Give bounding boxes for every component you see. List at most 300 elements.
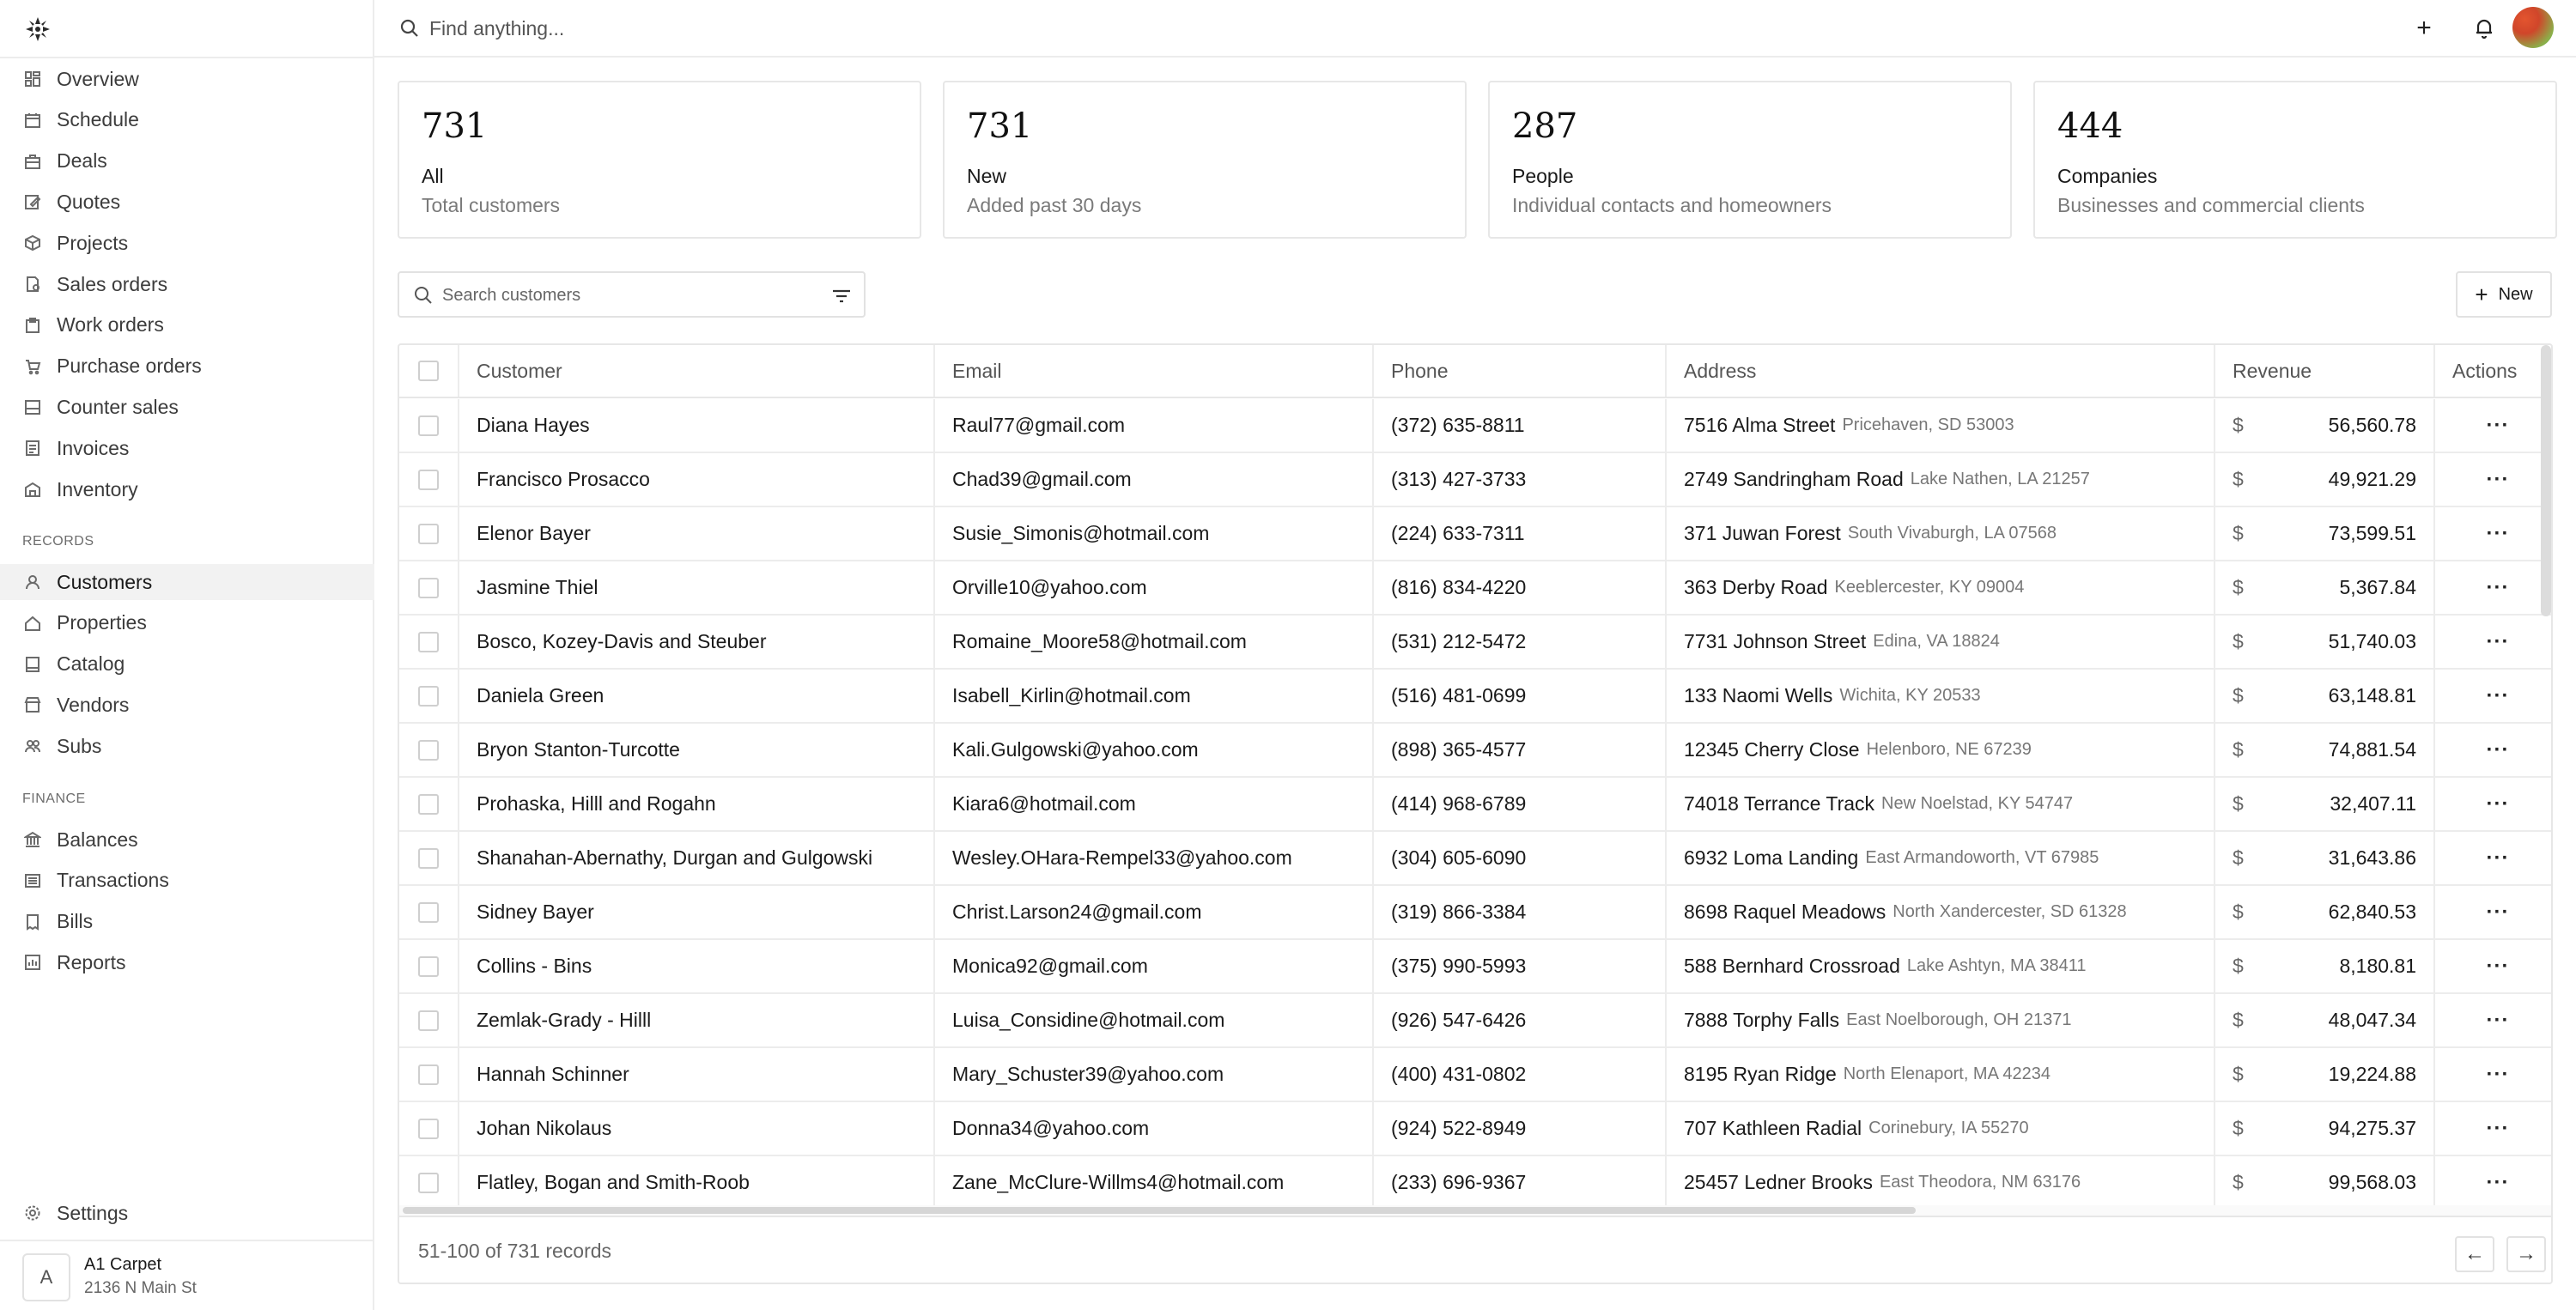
column-header-revenue[interactable]: Revenue <box>2215 345 2435 397</box>
customer-address <box>1667 561 2215 614</box>
sales-order-icon <box>24 276 41 293</box>
address-street: 707 Kathleen Radial <box>1684 1117 1862 1139</box>
stat-subtitle: Added past 30 days <box>967 194 1142 216</box>
sidebar-item-balances[interactable] <box>0 822 374 858</box>
sidebar-item-subs[interactable] <box>0 728 374 764</box>
address-city: East Noelborough, OH 21371 <box>1846 1010 2072 1029</box>
row-select-cell <box>399 1102 459 1155</box>
customer-email: Kiara6@hotmail.com <box>935 778 1374 830</box>
row-actions-cell <box>2435 1102 2543 1155</box>
currency-symbol: $ <box>2233 1171 2244 1193</box>
bill-icon <box>24 913 41 931</box>
create-icon[interactable]: + <box>2416 14 2432 42</box>
sidebar-item-reports[interactable] <box>0 944 374 980</box>
customer-email: Donna34@yahoo.com <box>935 1102 1374 1155</box>
customer-name[interactable]: Hannah Schinner <box>459 1048 935 1101</box>
customer-name[interactable]: Daniela Green <box>459 670 935 722</box>
row-checkbox[interactable] <box>418 794 439 815</box>
sidebar-item-customers[interactable] <box>0 564 374 600</box>
next-page-button[interactable] <box>2506 1236 2546 1272</box>
customer-address <box>1667 886 2215 938</box>
customer-phone: (924) 522-8949 <box>1374 1102 1667 1155</box>
users-icon <box>24 737 41 755</box>
address-street: 2749 Sandringham Road <box>1684 468 1904 490</box>
row-select-cell <box>399 453 459 506</box>
row-select-cell <box>399 832 459 884</box>
sidebar-item-label: Deals <box>57 149 107 173</box>
customer-revenue <box>2215 453 2435 506</box>
customer-phone: (313) 427-3733 <box>1374 453 1667 506</box>
account-switcher[interactable] <box>0 1240 374 1310</box>
address-street: 7731 Johnson Street <box>1684 630 1867 652</box>
row-actions-cell <box>2435 778 2543 830</box>
address-city: North Xandercester, SD 61328 <box>1893 902 2127 921</box>
table-row[interactable] <box>399 1048 2551 1102</box>
revenue-value: 48,047.34 <box>2328 1009 2416 1031</box>
book-icon <box>24 656 41 673</box>
row-actions-cell <box>2435 507 2543 560</box>
more-actions-icon[interactable]: ··· <box>2486 1116 2510 1140</box>
customer-name[interactable]: Flatley, Bogan and Smith-Roob <box>459 1156 935 1209</box>
table-row[interactable] <box>399 561 2551 616</box>
sidebar-item-quotes[interactable] <box>0 184 374 220</box>
address-city: East Theodora, NM 63176 <box>1879 1173 2081 1192</box>
stat-subtitle: Businesses and commercial clients <box>2057 194 2365 216</box>
revenue-value: 8,180.81 <box>2339 955 2416 977</box>
more-actions-icon[interactable]: ··· <box>2486 1170 2510 1194</box>
row-checkbox[interactable] <box>418 470 439 490</box>
customer-address <box>1667 616 2215 668</box>
row-actions-cell <box>2435 670 2543 722</box>
customer-revenue <box>2215 561 2435 614</box>
customer-email: Raul77@gmail.com <box>935 399 1374 452</box>
sidebar-item-label: Balances <box>57 828 138 851</box>
revenue-value: 94,275.37 <box>2328 1117 2416 1139</box>
vertical-scrollbar[interactable] <box>2541 345 2551 616</box>
row-select-cell <box>399 1048 459 1101</box>
records-count: 51-100 of 731 records <box>418 1240 612 1262</box>
customer-name[interactable]: Zemlak-Grady - Hilll <box>459 994 935 1046</box>
more-actions-icon[interactable]: ··· <box>2486 683 2510 707</box>
stat-subtitle: Individual contacts and homeowners <box>1512 194 1832 216</box>
more-actions-icon[interactable]: ··· <box>2486 791 2510 816</box>
edit-icon <box>24 193 41 210</box>
arrow-left-icon: ← <box>2464 1242 2485 1265</box>
list-icon <box>24 872 41 889</box>
currency-symbol: $ <box>2233 1063 2244 1085</box>
customer-name[interactable]: Bosco, Kozey-Davis and Steuber <box>459 616 935 668</box>
row-select-cell <box>399 940 459 992</box>
row-checkbox[interactable] <box>418 740 439 761</box>
sidebar-item-overview[interactable] <box>0 61 374 97</box>
topbar <box>374 0 2576 58</box>
row-select-cell <box>399 778 459 830</box>
column-header-email[interactable]: Email <box>935 345 1374 397</box>
sidebar-item-label: Overview <box>57 67 139 90</box>
sidebar-item-label: Properties <box>57 611 147 634</box>
select-all-cell <box>399 345 459 397</box>
address-street: 6932 Loma Landing <box>1684 846 1859 869</box>
row-checkbox[interactable] <box>418 1173 439 1193</box>
section-label-records: RECORDS <box>22 534 94 549</box>
table-row[interactable] <box>399 778 2551 832</box>
customer-revenue <box>2215 616 2435 668</box>
horizontal-scrollbar-thumb[interactable] <box>403 1207 1916 1214</box>
customer-address <box>1667 1048 2215 1101</box>
row-checkbox[interactable] <box>418 415 439 436</box>
customer-name[interactable]: Jasmine Thiel <box>459 561 935 614</box>
currency-symbol: $ <box>2233 576 2244 598</box>
sidebar-item-label: Invoices <box>57 436 130 459</box>
currency-symbol: $ <box>2233 468 2244 490</box>
address-street: 8195 Ryan Ridge <box>1684 1063 1837 1085</box>
stat-title: People <box>1512 165 1574 187</box>
sidebar-item-sales-orders[interactable] <box>0 266 374 302</box>
sidebar-item-purchase-orders[interactable] <box>0 349 374 385</box>
row-checkbox[interactable] <box>418 524 439 544</box>
counter-icon <box>24 398 41 415</box>
address-street: 12345 Cherry Close <box>1684 738 1860 761</box>
address-city: Pricehaven, SD 53003 <box>1842 415 2014 434</box>
customer-email: Monica92@gmail.com <box>935 940 1374 992</box>
row-select-cell <box>399 670 459 722</box>
sidebar-item-label: Purchase orders <box>57 355 202 378</box>
revenue-value: 19,224.88 <box>2328 1063 2416 1085</box>
invoice-icon <box>24 440 41 457</box>
stat-card[interactable] <box>2033 81 2557 239</box>
table-row[interactable] <box>399 453 2551 507</box>
table-row[interactable] <box>399 724 2551 778</box>
column-header-actions: Actions <box>2452 359 2518 382</box>
account-address: 2136 N Main St <box>84 1279 197 1297</box>
sidebar-item-label: Settings <box>57 1201 129 1224</box>
stat-card[interactable] <box>943 81 1467 239</box>
customer-email: Susie_Simonis@hotmail.com <box>935 507 1374 560</box>
revenue-value: 49,921.29 <box>2328 468 2416 490</box>
customer-name[interactable]: Prohaska, Hilll and Rogahn <box>459 778 935 830</box>
address-city: Lake Ashtyn, MA 38411 <box>1906 956 2087 975</box>
row-checkbox[interactable] <box>418 632 439 652</box>
horizontal-scrollbar[interactable] <box>399 1205 2553 1216</box>
overview-icon <box>24 70 41 88</box>
customer-name[interactable]: Collins - Bins <box>459 940 935 992</box>
revenue-value: 74,881.54 <box>2328 738 2416 761</box>
row-checkbox[interactable] <box>418 578 439 598</box>
revenue-value: 73,599.51 <box>2328 522 2416 544</box>
more-actions-icon[interactable]: ··· <box>2486 521 2510 545</box>
address-street: 588 Bernhard Crossroad <box>1684 955 1900 977</box>
sidebar-item-inventory[interactable] <box>0 471 374 507</box>
sidebar-item-label: Counter sales <box>57 395 179 418</box>
customer-address <box>1667 507 2215 560</box>
column-header-address[interactable]: Address <box>1667 345 2215 397</box>
row-actions-cell <box>2435 616 2543 668</box>
app-logo-icon[interactable] <box>22 14 53 45</box>
sidebar-item-invoices[interactable] <box>0 430 374 466</box>
currency-symbol: $ <box>2233 738 2244 761</box>
table-row[interactable] <box>399 670 2551 724</box>
customer-revenue <box>2215 940 2435 992</box>
customer-revenue <box>2215 832 2435 884</box>
row-actions-cell <box>2435 1048 2543 1101</box>
sidebar-item-settings[interactable] <box>0 1195 374 1231</box>
sidebar-item-catalog[interactable] <box>0 646 374 682</box>
customer-address <box>1667 724 2215 776</box>
sidebar <box>0 0 374 1310</box>
bell-icon[interactable] <box>2471 15 2497 41</box>
more-actions-icon[interactable]: ··· <box>2486 467 2510 491</box>
customer-email: Luisa_Considine@hotmail.com <box>935 994 1374 1046</box>
currency-symbol: $ <box>2233 955 2244 977</box>
address-city: Corinebury, IA 55270 <box>1868 1119 2029 1137</box>
sidebar-item-counter-sales[interactable] <box>0 389 374 425</box>
address-street: 133 Naomi Wells <box>1684 684 1833 707</box>
customer-name[interactable]: Sidney Bayer <box>459 886 935 938</box>
customer-phone: (816) 834-4220 <box>1374 561 1667 614</box>
row-actions-cell <box>2435 886 2543 938</box>
customer-name[interactable]: Diana Hayes <box>459 399 935 452</box>
table-row[interactable] <box>399 507 2551 561</box>
currency-symbol: $ <box>2233 414 2244 436</box>
customer-revenue <box>2215 670 2435 722</box>
customer-name[interactable]: Elenor Bayer <box>459 507 935 560</box>
address-street: 74018 Terrance Track <box>1684 792 1875 815</box>
search-icon <box>398 17 421 39</box>
sidebar-item-label: Customers <box>57 570 153 593</box>
customer-address <box>1667 1156 2215 1209</box>
row-actions-cell <box>2435 940 2543 992</box>
revenue-value: 56,560.78 <box>2328 414 2416 436</box>
new-button-label: New <box>2498 284 2533 304</box>
customer-name[interactable]: Shanahan-Abernathy, Durgan and Gulgowski <box>459 832 935 884</box>
customer-revenue <box>2215 994 2435 1046</box>
sidebar-item-projects[interactable] <box>0 225 374 261</box>
home-icon <box>24 615 41 632</box>
revenue-value: 31,643.86 <box>2328 846 2416 869</box>
sidebar-item-label: Work orders <box>57 313 164 337</box>
more-actions-icon[interactable]: ··· <box>2486 629 2510 653</box>
table-row[interactable] <box>399 399 2551 453</box>
customer-address <box>1667 453 2215 506</box>
revenue-value: 99,568.03 <box>2328 1171 2416 1193</box>
sidebar-item-label: Reports <box>57 950 126 973</box>
customer-phone: (375) 990-5993 <box>1374 940 1667 992</box>
customer-email: Mary_Schuster39@yahoo.com <box>935 1048 1374 1101</box>
customer-address <box>1667 670 2215 722</box>
currency-symbol: $ <box>2233 792 2244 815</box>
currency-symbol: $ <box>2233 1009 2244 1031</box>
report-icon <box>24 954 41 971</box>
table-header <box>399 345 2551 398</box>
address-street: 363 Derby Road <box>1684 576 1828 598</box>
stat-value: 444 <box>2057 106 2123 146</box>
user-avatar[interactable] <box>2512 7 2554 48</box>
sidebar-item-label: Projects <box>57 231 129 254</box>
table-row[interactable] <box>399 1102 2551 1156</box>
cube-icon <box>24 234 41 252</box>
arrow-right-icon: → <box>2516 1242 2537 1265</box>
address-city: North Elenaport, MA 42234 <box>1843 1064 2050 1083</box>
address-city: Lake Nathen, LA 21257 <box>1910 470 2090 488</box>
currency-symbol: $ <box>2233 846 2244 869</box>
row-checkbox[interactable] <box>418 848 439 869</box>
stat-subtitle: Total customers <box>422 194 561 216</box>
customer-name[interactable]: Bryon Stanton-Turcotte <box>459 724 935 776</box>
address-city: Edina, VA 18824 <box>1873 632 2000 651</box>
customer-email: Kali.Gulgowski@yahoo.com <box>935 724 1374 776</box>
account-name: A1 Carpet <box>84 1255 162 1274</box>
prev-page-button[interactable] <box>2455 1236 2494 1272</box>
plus-icon: + <box>2475 281 2488 307</box>
briefcase-icon <box>24 153 41 170</box>
more-actions-icon[interactable]: ··· <box>2486 954 2510 978</box>
row-actions-cell <box>2435 994 2543 1046</box>
row-checkbox[interactable] <box>418 1119 439 1139</box>
customers-table <box>398 343 2553 1284</box>
row-select-cell <box>399 561 459 614</box>
address-street: 7888 Torphy Falls <box>1684 1009 1840 1031</box>
table-row[interactable] <box>399 832 2551 886</box>
more-actions-icon[interactable]: ··· <box>2486 1008 2510 1032</box>
customer-address <box>1667 994 2215 1046</box>
row-actions-cell <box>2435 453 2543 506</box>
address-street: 371 Juwan Forest <box>1684 522 1841 544</box>
address-city: New Noelstad, KY 54747 <box>1881 794 2074 813</box>
section-label-finance: FINANCE <box>22 791 86 806</box>
row-checkbox[interactable] <box>418 902 439 923</box>
sidebar-item-label: Transactions <box>57 869 169 892</box>
more-actions-icon[interactable]: ··· <box>2486 846 2510 870</box>
sidebar-item-label: Schedule <box>57 108 139 131</box>
customer-phone: (304) 605-6090 <box>1374 832 1667 884</box>
customer-search-input[interactable] <box>442 283 786 307</box>
table-footer <box>399 1216 2551 1284</box>
customer-revenue <box>2215 1102 2435 1155</box>
customer-address <box>1667 778 2215 830</box>
table-row[interactable] <box>399 940 2551 994</box>
currency-symbol: $ <box>2233 522 2244 544</box>
user-icon <box>24 573 41 591</box>
more-actions-icon[interactable]: ··· <box>2486 1062 2510 1086</box>
sidebar-item-label: Quotes <box>57 190 121 213</box>
store-icon <box>24 696 41 713</box>
sidebar-item-label: Inventory <box>57 477 138 500</box>
revenue-value: 63,148.81 <box>2328 684 2416 707</box>
sidebar-item-vendors[interactable] <box>0 687 374 723</box>
sidebar-item-label: Subs <box>57 734 102 757</box>
row-checkbox[interactable] <box>418 1010 439 1031</box>
sidebar-item-work-orders[interactable] <box>0 307 374 343</box>
more-actions-icon[interactable]: ··· <box>2486 900 2510 924</box>
row-checkbox[interactable] <box>418 686 439 707</box>
customer-phone: (898) 365-4577 <box>1374 724 1667 776</box>
row-select-cell <box>399 507 459 560</box>
customer-phone: (372) 635-8811 <box>1374 399 1667 452</box>
currency-symbol: $ <box>2233 630 2244 652</box>
bank-icon <box>24 831 41 848</box>
currency-symbol: $ <box>2233 684 2244 707</box>
sidebar-item-deals[interactable] <box>0 143 374 179</box>
customer-phone: (224) 633-7311 <box>1374 507 1667 560</box>
global-search-input[interactable] <box>429 15 945 41</box>
row-select-cell <box>399 886 459 938</box>
customer-email: Wesley.OHara-Rempel33@yahoo.com <box>935 832 1374 884</box>
clipboard-icon <box>24 317 41 334</box>
customer-revenue <box>2215 886 2435 938</box>
customer-phone: (233) 696-9367 <box>1374 1156 1667 1209</box>
stat-title: Companies <box>2057 165 2158 187</box>
stat-card[interactable] <box>1488 81 2012 239</box>
customer-email: Isabell_Kirlin@hotmail.com <box>935 670 1374 722</box>
sidebar-item-label: Catalog <box>57 652 125 676</box>
row-select-cell <box>399 1156 459 1209</box>
stat-value: 731 <box>967 106 1033 146</box>
table-row[interactable] <box>399 1156 2551 1210</box>
revenue-value: 62,840.53 <box>2328 901 2416 923</box>
row-actions-cell <box>2435 1156 2543 1209</box>
customer-address <box>1667 832 2215 884</box>
customer-email: Orville10@yahoo.com <box>935 561 1374 614</box>
cart-icon <box>24 358 41 375</box>
stat-card[interactable] <box>398 81 921 239</box>
gear-icon <box>24 1204 41 1222</box>
row-select-cell <box>399 994 459 1046</box>
column-header-phone[interactable]: Phone <box>1374 345 1667 397</box>
address-city: East Armandoworth, VT 67985 <box>1865 848 2099 867</box>
more-actions-icon[interactable]: ··· <box>2486 575 2510 599</box>
customer-revenue <box>2215 507 2435 560</box>
more-actions-icon[interactable]: ··· <box>2486 737 2510 761</box>
sidebar-item-properties[interactable] <box>0 605 374 641</box>
select-all-checkbox[interactable] <box>418 361 439 381</box>
customer-phone: (516) 481-0699 <box>1374 670 1667 722</box>
more-actions-icon[interactable]: ··· <box>2486 413 2510 437</box>
row-select-cell <box>399 399 459 452</box>
row-checkbox[interactable] <box>418 1064 439 1085</box>
divider <box>0 57 374 58</box>
row-actions-cell <box>2435 561 2543 614</box>
new-customer-button[interactable] <box>2456 271 2552 318</box>
customer-phone: (926) 547-6426 <box>1374 994 1667 1046</box>
table-row[interactable] <box>399 994 2551 1048</box>
row-select-cell <box>399 724 459 776</box>
revenue-value: 32,407.11 <box>2330 792 2416 815</box>
customer-revenue <box>2215 724 2435 776</box>
customer-search <box>398 271 866 318</box>
revenue-value: 51,740.03 <box>2328 630 2416 652</box>
customer-email: Christ.Larson24@gmail.com <box>935 886 1374 938</box>
table-row[interactable] <box>399 616 2551 670</box>
customer-phone: (319) 866-3384 <box>1374 886 1667 938</box>
address-city: South Vivaburgh, LA 07568 <box>1847 524 2057 543</box>
sidebar-item-transactions[interactable] <box>0 863 374 899</box>
table-row[interactable] <box>399 886 2551 940</box>
stat-value: 287 <box>1512 106 1578 146</box>
sidebar-item-schedule[interactable] <box>0 102 374 138</box>
calendar-icon <box>24 112 41 129</box>
customer-name[interactable]: Francisco Prosacco <box>459 453 935 506</box>
address-street: 25457 Ledner Brooks <box>1684 1171 1873 1193</box>
customer-email: Romaine_Moore58@hotmail.com <box>935 616 1374 668</box>
customer-email: Zane_McClure-Willms4@hotmail.com <box>935 1156 1374 1209</box>
row-checkbox[interactable] <box>418 956 439 977</box>
customer-phone: (414) 968-6789 <box>1374 778 1667 830</box>
column-header-customer[interactable]: Customer <box>459 345 935 397</box>
customer-name[interactable]: Johan Nikolaus <box>459 1102 935 1155</box>
sidebar-item-bills[interactable] <box>0 904 374 940</box>
filter-icon[interactable] <box>830 285 853 307</box>
stat-title: New <box>967 165 1007 187</box>
